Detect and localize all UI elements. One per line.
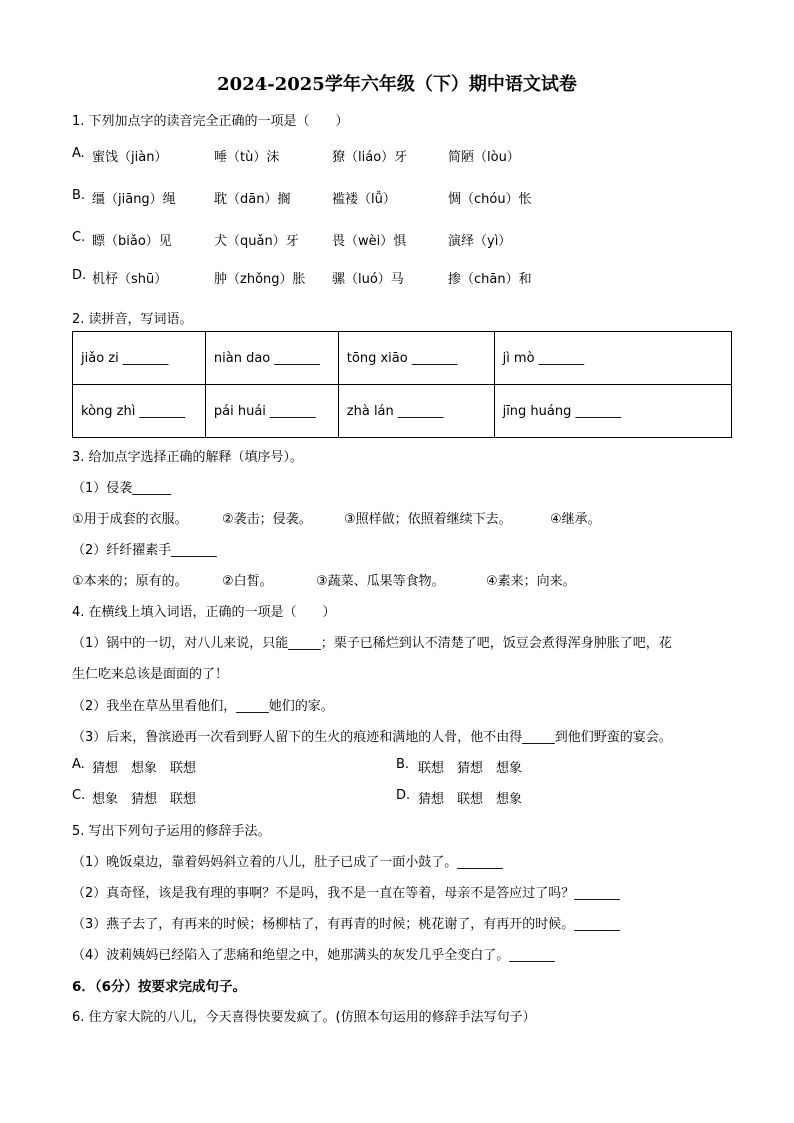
pinyin-cell[interactable]: pái huái _______ [205, 385, 338, 438]
q3-sub1: （1）侵袭______ [72, 481, 172, 496]
q5-item: （4）波莉姨妈已经陷入了悲痛和绝望之中，她那满头的灰发几乎全变白了。_______ [72, 948, 555, 963]
q5-stem: 5. 写出下列句子运用的修辞手法。 [72, 824, 271, 839]
q3-sub1-option: ①用于成套的衣服。 [72, 512, 188, 527]
q3-sub2-option: ④素来；向来。 [486, 574, 576, 589]
q6-item: 6. 住方家大院的八儿，今天喜得快要发疯了。(仿照本句运用的修辞手法写句子） [72, 1010, 536, 1025]
q4-sentence-2: （2）我坐在草丛里看他们，_____她们的家。 [72, 699, 334, 714]
pinyin-cell[interactable]: zhà lán _______ [338, 385, 494, 438]
pinyin-cell[interactable]: jiǎo zi _______ [73, 332, 206, 385]
q4-option-text: 猜想 联想 想象 [418, 792, 523, 807]
pinyin-cell[interactable]: tōng xiāo _______ [338, 332, 494, 385]
q1-option-item: 骡（luó）马 [332, 272, 404, 287]
exam-title: 2024-2025学年六年级（下）期中语文试卷 [217, 74, 577, 95]
q4-sentence-1: （1）锅中的一切，对八儿来说，只能_____；栗子已稀烂到认不清楚了吧，饭豆会煮得浑身肿胀了吧，花 [72, 636, 672, 651]
q1-option-item: 獠（liáo）牙 [332, 150, 408, 165]
q4-option-text: 联想 猜想 想象 [418, 761, 523, 776]
q1-option-item: 犬（quǎn）牙 [214, 234, 299, 249]
q1-option-item: 畏（wèi）惧 [332, 234, 407, 249]
q4-sentence-1-cont: 生仁吃来总该是面面的了！ [72, 667, 229, 682]
pinyin-cell[interactable]: niàn dao _______ [205, 332, 338, 385]
q4-option-label: C. [72, 788, 86, 803]
q2-stem: 2. 读拼音，写词语。 [72, 312, 193, 327]
pinyin-cell[interactable]: kòng zhì _______ [73, 385, 206, 438]
q1-option-item: 机杼（shū） [92, 272, 168, 287]
q1-option-item: 肿（zhǒng）胀 [214, 272, 306, 287]
pinyin-cell[interactable]: jīng huáng _______ [494, 385, 731, 438]
q5-item: （2）真奇怪，该是我有理的事啊？不是吗，我不是一直在等着，母亲不是答应过了吗？_______ [72, 886, 620, 901]
q1-option-item: 瞟（biǎo）见 [92, 234, 172, 249]
q3-sub1-option: ③照样做；依照着继续下去。 [344, 512, 512, 527]
q3-sub1-option: ④继承。 [550, 512, 601, 527]
q4-option-text: 猜想 想象 联想 [92, 761, 197, 776]
q4-option-label: B. [396, 757, 410, 772]
q4-option-text: 想象 猜想 联想 [92, 792, 197, 807]
q1-option-label: D. [72, 268, 87, 283]
q4-sentence-3: （3）后来，鲁滨逊再一次看到野人留下的生火的痕迹和满地的人骨，他不由得_____到他们野蛮的宴会。 [72, 730, 672, 745]
q1-option-label: B. [72, 188, 86, 203]
q4-option-label: D. [396, 788, 411, 803]
table-row [73, 385, 732, 438]
q1-option-item: 惆（chóu）怅 [448, 192, 532, 207]
q5-item: （3）燕子去了，有再来的时候；杨柳枯了，有再青的时候；桃花谢了，有再开的时候。_______ [72, 917, 620, 932]
q3-sub2-option: ①本来的；原有的。 [72, 574, 188, 589]
q1-option-label: C. [72, 230, 86, 245]
q1-option-label: A. [72, 146, 85, 161]
q3-sub1-option: ②袭击；侵袭。 [222, 512, 312, 527]
q1-stem: 1. 下列加点字的读音完全正确的一项是（ ） [72, 114, 349, 129]
q1-option-item: 掺（chān）和 [448, 272, 532, 287]
q4-stem: 4. 在横线上填入词语，正确的一项是（ ） [72, 605, 336, 620]
q1-option-item: 简陋（lòu） [448, 150, 520, 165]
q3-sub2-option: ③蔬菜、瓜果等食物。 [316, 574, 445, 589]
q1-option-item: 褴褛（lǚ） [332, 192, 396, 207]
pinyin-table [72, 331, 732, 438]
q5-item: （1）晚饭桌边，靠着妈妈斜立着的八儿，肚子已成了一面小鼓了。_______ [72, 855, 503, 870]
q6-heading: 6．（6分）按要求完成句子。 [72, 979, 247, 995]
q1-option-item: 蜜饯（jiàn） [92, 150, 168, 165]
q1-option-item: 演绎（yì） [448, 234, 512, 249]
q1-option-item: 缰（jiāng）绳 [92, 192, 176, 207]
q1-option-item: 唾（tù）沫 [214, 150, 280, 165]
table-row [73, 332, 732, 385]
pinyin-cell[interactable]: jì mò _______ [494, 332, 731, 385]
q3-stem: 3. 给加点字选择正确的解释（填序号）。 [72, 450, 304, 465]
q3-sub2-option: ②白皙。 [222, 574, 273, 589]
q4-option-label: A. [72, 757, 85, 772]
q1-option-item: 耽（dān）搁 [214, 192, 291, 207]
q3-sub2: （2）纤纤擢素手_______ [72, 543, 217, 558]
